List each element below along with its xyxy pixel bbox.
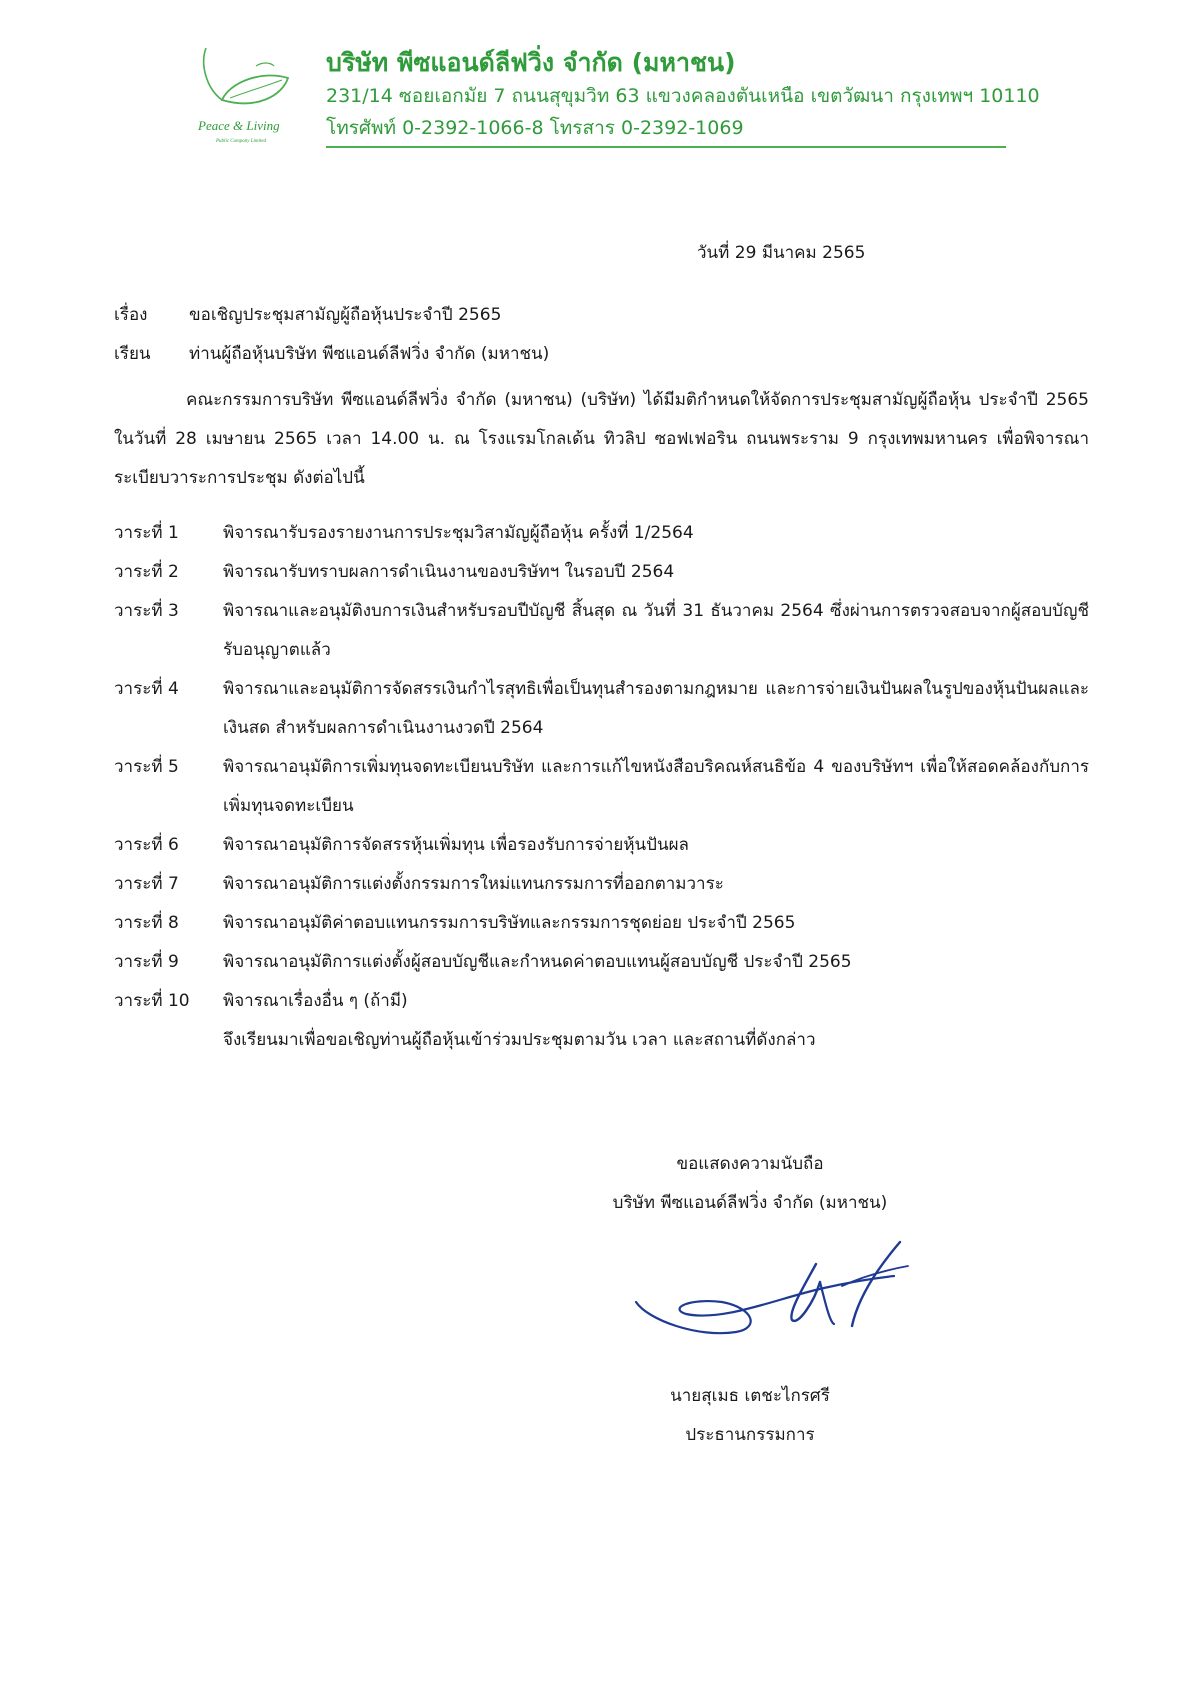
company-name: บริษัท พีซแอนด์ลีฟวิ่ง จำกัด (มหาชน) bbox=[326, 48, 736, 77]
agenda-text: พิจารณารับทราบผลการดำเนินงานของบริษัทฯ ในรอบปี 2564 bbox=[223, 562, 675, 582]
intro-paragraph: คณะกรรมการบริษัท พีซแอนด์ลีฟวิ่ง จำกัด (มหาชน) (บริษัท) ได้มีมติกำหนดให้จัดการประชุมสามัญผู้ถือหุ้น ประจำปี 2565 ในวันที่ 28 เมษายน 2565 เวลา 14.00 น. ณ โรงแรมโกลเด้น ทิวลิป ซอฟเฟอริน ถนนพระราม 9 กรุงเทพมหานคร เพื่อพิจารณาระเบียบวาระการประชุม ดังต่อไปนี้ bbox=[114, 390, 1089, 488]
subject-label: เรื่อง bbox=[114, 305, 148, 325]
letterhead-divider bbox=[326, 146, 1006, 148]
agenda-number: วาระที่ 1 bbox=[114, 523, 179, 543]
agenda-text: พิจารณาอนุมัติการเพิ่มทุนจดทะเบียนบริษัท และการแก้ไขหนังสือบริคณห์สนธิข้อ 4 ของบริษัทฯ เพื่อให้สอดคล้องกับการเพิ่มทุนจดทะเบียน bbox=[223, 757, 1089, 816]
logo-subtext: Public Company Limited bbox=[216, 139, 266, 144]
regards-text: ขอแสดงความนับถือ bbox=[676, 1154, 824, 1174]
company-address: 231/14 ซอยเอกมัย 7 ถนนสุขุมวิท 63 แขวงคลองตันเหนือ เขตวัฒนา กรุงเทพฯ 10110 bbox=[326, 85, 1040, 107]
agenda-number: วาระที่ 8 bbox=[114, 913, 179, 933]
agenda-text: พิจารณาและอนุมัติงบการเงินสำหรับรอบปีบัญชี สิ้นสุด ณ วันที่ 31 ธันวาคม 2564 ซึ่งผ่านการตรวจสอบจากผู้สอบบัญชีรับอนุญาตแล้ว bbox=[223, 601, 1089, 660]
subject-text: ขอเชิญประชุมสามัญผู้ถือหุ้นประจำปี 2565 bbox=[189, 305, 502, 325]
agenda-item bbox=[114, 553, 1089, 592]
agenda-number: วาระที่ 5 bbox=[114, 757, 179, 777]
agenda-text: พิจารณาอนุมัติการแต่งตั้งผู้สอบบัญชีและกำหนดค่าตอบแทนผู้สอบบัญชี ประจำปี 2565 bbox=[223, 952, 852, 972]
agenda-text: พิจารณาเรื่องอื่น ๆ (ถ้ามี) bbox=[223, 991, 408, 1011]
agenda-number: วาระที่ 9 bbox=[114, 952, 179, 972]
letterhead bbox=[326, 46, 1040, 144]
agenda-text: พิจารณาอนุมัติค่าตอบแทนกรรมการบริษัทและกรรมการชุดย่อย ประจำปี 2565 bbox=[223, 913, 796, 933]
agenda-item bbox=[114, 943, 1089, 982]
agenda-text: พิจารณาและอนุมัติการจัดสรรเงินกำไรสุทธิเพื่อเป็นทุนสำรองตามกฎหมาย และการจ่ายเงินปันผลในรูปของหุ้นปันผลและเงินสด สำหรับผลการดำเนินงานงวดปี 2564 bbox=[223, 679, 1089, 738]
agenda-item bbox=[114, 982, 1089, 1021]
company-phone-fax: โทรศัพท์ 0-2392-1066-8 โทรสาร 0-2392-1069 bbox=[326, 117, 744, 139]
closing-text: จึงเรียนมาเพื่อขอเชิญท่านผู้ถือหุ้นเข้าร่วมประชุมตามวัน เวลา และสถานที่ดังกล่าว bbox=[223, 1030, 816, 1050]
to-label: เรียน bbox=[114, 344, 151, 364]
logo-text: Peace & Living bbox=[198, 118, 280, 133]
to-text: ท่านผู้ถือหุ้นบริษัท พีซแอนด์ลีฟวิ่ง จำกัด (มหาชน) bbox=[189, 344, 550, 364]
agenda-item bbox=[114, 865, 1089, 904]
signatory-name: นายสุเมธ เตชะไกรศรี bbox=[670, 1386, 830, 1406]
agenda-number: วาระที่ 6 bbox=[114, 835, 179, 855]
signature bbox=[628, 1236, 918, 1346]
agenda-number: วาระที่ 2 bbox=[114, 562, 179, 582]
agenda-number: วาระที่ 10 bbox=[114, 991, 190, 1011]
agenda-item bbox=[114, 826, 1089, 865]
agenda-item bbox=[114, 514, 1089, 553]
agenda-text: พิจารณาอนุมัติการแต่งตั้งกรรมการใหม่แทนกรรมการที่ออกตามวาระ bbox=[223, 874, 724, 894]
agenda-item bbox=[114, 904, 1089, 943]
agenda-number: วาระที่ 3 bbox=[114, 601, 179, 621]
agenda-item bbox=[114, 748, 1089, 826]
agenda-text: พิจารณารับรองรายงานการประชุมวิสามัญผู้ถือหุ้น ครั้งที่ 1/2564 bbox=[223, 523, 694, 543]
signatory-title: ประธานกรรมการ bbox=[685, 1425, 815, 1445]
agenda-item bbox=[114, 670, 1089, 748]
agenda-text: พิจารณาอนุมัติการจัดสรรหุ้นเพิ่มทุน เพื่อรองรับการจ่ายหุ้นปันผล bbox=[223, 835, 689, 855]
agenda-number: วาระที่ 4 bbox=[114, 679, 179, 699]
regards-company: บริษัท พีซแอนด์ลีฟวิ่ง จำกัด (มหาชน) bbox=[612, 1193, 888, 1213]
agenda-item bbox=[114, 592, 1089, 670]
agenda-list bbox=[114, 514, 1089, 1060]
agenda-number: วาระที่ 7 bbox=[114, 874, 179, 894]
letter-date: วันที่ 29 มีนาคม 2565 bbox=[697, 243, 866, 263]
company-logo bbox=[196, 44, 308, 152]
